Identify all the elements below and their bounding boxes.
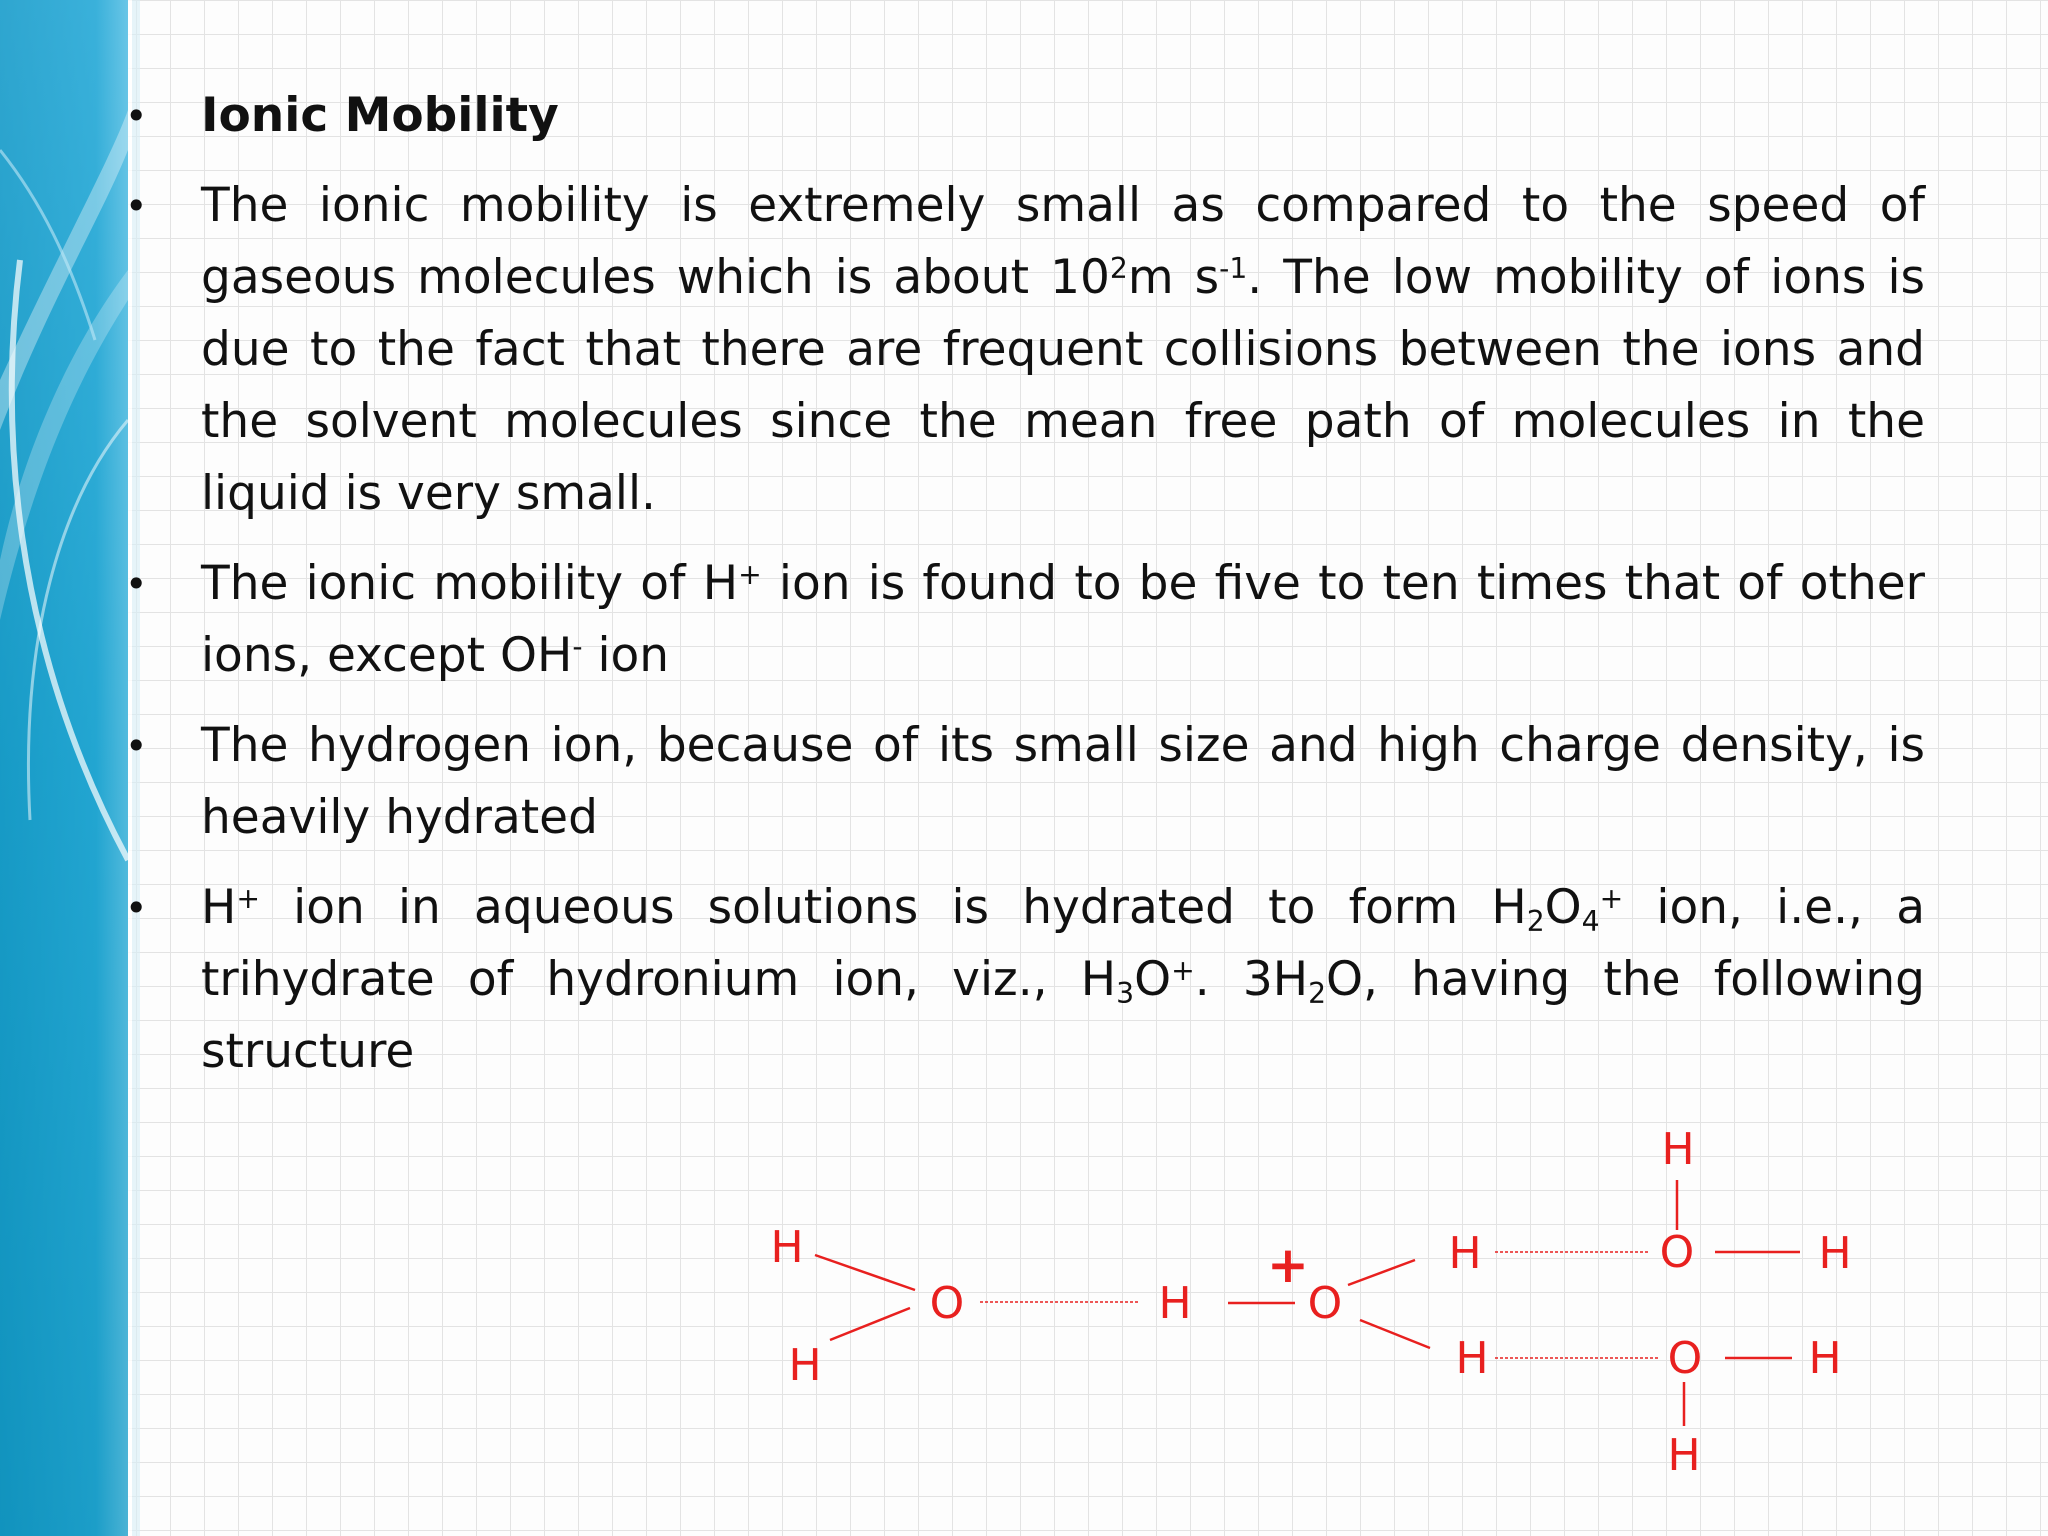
bullet-mobility-comparison (115, 170, 1925, 530)
atom-hydrogen: H (1158, 1278, 1192, 1329)
atom-hydrogen: H (788, 1340, 822, 1391)
paragraph-mobility-comparison: The ionic mobility is extremely small as compared to the speed of gaseous molecules which is about $10^2m$ $s^{-1}$. The low mobility of ions is due to the fact that there are frequent collisions between the ions and the solvent molecules since the mean free path of molecules in the liquid is very small. (201, 178, 1925, 521)
bullet-marker: • (125, 886, 148, 930)
paragraph-hydration: The hydrogen ion, because of its small size and high charge density, is heavily hydrated (201, 718, 1925, 845)
bullet-trihydrate (115, 872, 1925, 1088)
atom-hydrogen: H (1818, 1228, 1852, 1279)
atom-hydrogen: H (1667, 1430, 1701, 1480)
bond-line (1348, 1260, 1415, 1285)
bullet-hydrogen-mobility (115, 548, 1925, 692)
atom-oxygen: O (1667, 1333, 1703, 1384)
bond-line (830, 1308, 910, 1340)
slide-content (115, 80, 1925, 1106)
atom-hydrogen: H (1661, 1124, 1695, 1175)
bullet-marker: • (125, 94, 148, 138)
bullet-marker: • (125, 562, 148, 606)
atom-hydrogen: H (1448, 1228, 1482, 1279)
atom-oxygen: O (1307, 1278, 1343, 1329)
atom-oxygen: O (929, 1278, 965, 1329)
atom-hydrogen: H (1455, 1333, 1489, 1384)
atom-hydrogen: H (1808, 1333, 1842, 1384)
section-heading: Ionic Mobility (201, 88, 559, 143)
atom-oxygen: O (1659, 1227, 1695, 1278)
bullet-hydration (115, 710, 1925, 854)
bond-line (1360, 1320, 1430, 1348)
positive-charge: + (1267, 1236, 1309, 1294)
bond-line (815, 1255, 915, 1290)
bullet-marker: • (125, 724, 148, 768)
paragraph-hydrogen-mobility: The ionic mobility of H+ ion is found to be five to ten times that of other ions, except OH- ion (201, 556, 1926, 683)
hydronium-structure-diagram (740, 1100, 1900, 1480)
bullet-heading (115, 80, 1925, 152)
bullet-marker: • (125, 184, 148, 228)
paragraph-trihydrate: H+ ion in aqueous solutions is hydrated to form $H_2O_4^+$ ion, i.e., a trihydrate of hydronium ion, viz., $H_3O^+$. $3H_2O$, having the following structure (201, 880, 1926, 1079)
atom-hydrogen: H (770, 1222, 804, 1273)
